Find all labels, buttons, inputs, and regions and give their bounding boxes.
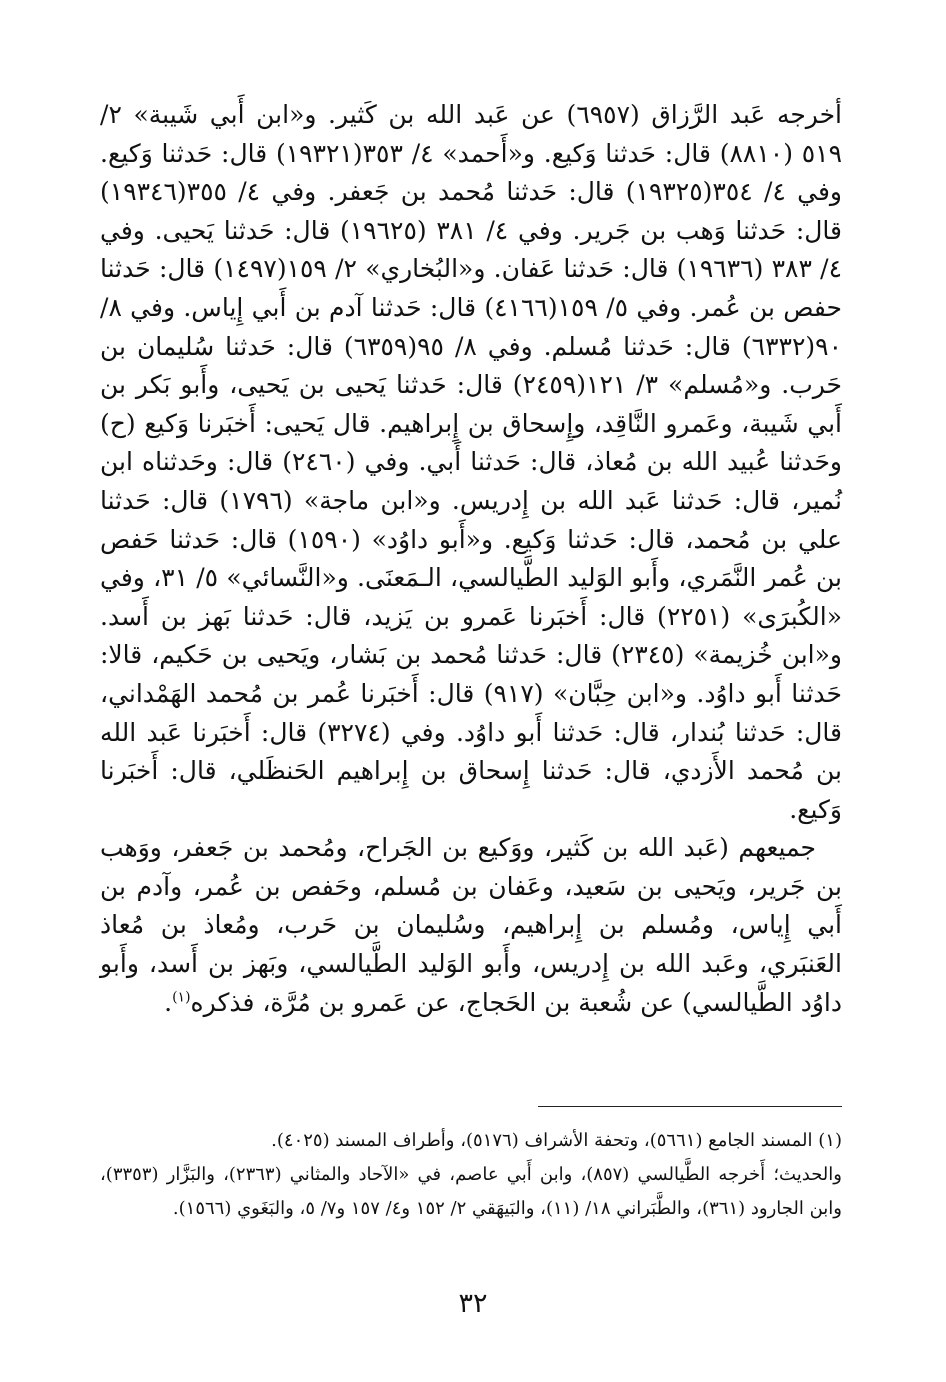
paragraph: أخرجه عَبد الرَّزاق (٦٩٥٧) عن عَبد الله بن كَثير. و«ابن أَبي شَيبة» ٢/ ٥١٩ (٨٨١٠) قال: حَدثنا وَكيع. و«أَحمد» ٤/ ٣٥٣(١٩٣٢١) قال: حَدثنا وَكيع. وفي ٤/ ٣٥٤(١٩٣٢٥) قال: حَدثنا مُحمد بن جَعفر. وفي ٤/ ٣٥٥(١٩٣٤٦) قال: حَدثنا وَهب بن جَرير. وفي ٤/ ٣٨١ (١٩٦٢٥) قال: حَدثنا يَحيى. وفي ٤/ ٣٨٣ (١٩٦٣٦) قال: حَدثنا عَفان. و«البُخاري» ٢/ ١٥٩(١٤٩٧) قال: حَدثنا حفص بن عُمر. وفي ٥/ ١٥٩(٤١٦٦) قال: حَدثنا آدم بن أَبي إِياس. وفي ٨/ ٩٠(٦٣٣٢) قال: حَدثنا مُسلم. وفي ٨/ ٩٥(٦٣٥٩) قال: حَدثنا سُليمان بن حَرب. و«مُسلم» ٣/ ١٢١(٢٤٥٩) قال: حَدثنا يَحيى بن يَحيى، وأَبو بَكر بن أَبي شَيبة، وعَمرو النَّاقِد، وإِسحاق بن إِبراهيم. قال يَحيى: أَخبَرنا وَكيع (ح) وحَدثنا عُبيد الله بن مُعاذ، قال: حَدثنا أَبي. وفي (٢٤٦٠) قال: وحَدثناه ابن نُمير، قال: حَدثنا عَبد الله بن إِدريس. و«ابن ماجة» (١٧٩٦) قال: حَدثنا علي بن مُحمد، قال: حَدثنا وَكيع. و«أَبو داوُد» (١٥٩٠) قال: حَدثنا حَفص بن عُمر النَّمَري، وأَبو الوَليد الطَّيالسي، الـمَعنَى. و«النَّسائي» ٥/ ٣١، وفي «الكُبرَى» (٢٢٥١) قال: أَخبَرنا عَمرو بن يَزيد، قال: حَدثنا بَهز بن أَسد. و«ابن خُزيمة» (٢٣٤٥) قال: حَدثنا مُحمد بن بَشار، ويَحيى بن حَكيم، قالا: حَدثنا أَبو داوُد. و«ابن حِبَّان» (٩١٧) قال: أَخبَرنا عُمر بن مُحمد الهَمْداني، قال: حَدثنا بُندار، قال: حَدثنا أَبو داوُد. وفي (٣٢٧٤) قال: أَخبَرنا عَبد الله بن مُحمد الأَزدي، قال: حَدثنا إِسحاق بن إِبراهيم الحَنظَلي، قال: أَخبَرنا وَكيع.: [100, 100, 843, 824]
paragraph-text: جميعهم (عَبد الله بن كَثير، ووَكيع بن الجَراح، ومُحمد بن جَعفر، ووَهب بن جَرير، ويَحيى بن سَعيد، وعَفان بن مُسلم، وحَفص بن عُمر، وآدم بن أَبي إِياس، ومُسلم بن إِبراهيم، وسُليمان بن حَرب، ومُعاذ بن مُعاذ العَنبَري، وعَبد الله بن إِدريس، وأَبو الوَليد الطَّيالسي، وبَهز بن أَسد، وأَبو داوُد الطَّيالسي) عن شُعبة بن الحَجاج، عن عَمرو بن مُرَّة، فذكره: [100, 833, 842, 1017]
footnotes: [100, 1124, 842, 1226]
footnote: (١) المسند الجامع (٥٦٦١)، وتحفة الأشراف (٥١٧٦)، وأطراف المسند (٤٠٢٥).: [271, 1130, 842, 1151]
main-text: [100, 96, 842, 1022]
page-number: ٣٢: [458, 1288, 488, 1319]
footnote-divider: [538, 1106, 842, 1107]
paragraph-end: .: [164, 987, 173, 1017]
footnote-marker: (١): [172, 989, 191, 1006]
paragraph: [100, 829, 842, 1022]
footnote: والحديث؛ أَخرجه الطَّيالسي (٨٥٧)، وابن أَبي عاصم، في «الآحاد والمثاني (٢٣٦٣)، والبَزَّار (٣٣٥٣)، وابن الجارود (٣٦١)، والطَّبَراني ١٨/ (١١)، والبَيهَقي ٢/ ١٥٢ و٤/ ١٥٧ و٧/ ٥، والبَغَوي (١٥٦٦).: [100, 1164, 842, 1219]
